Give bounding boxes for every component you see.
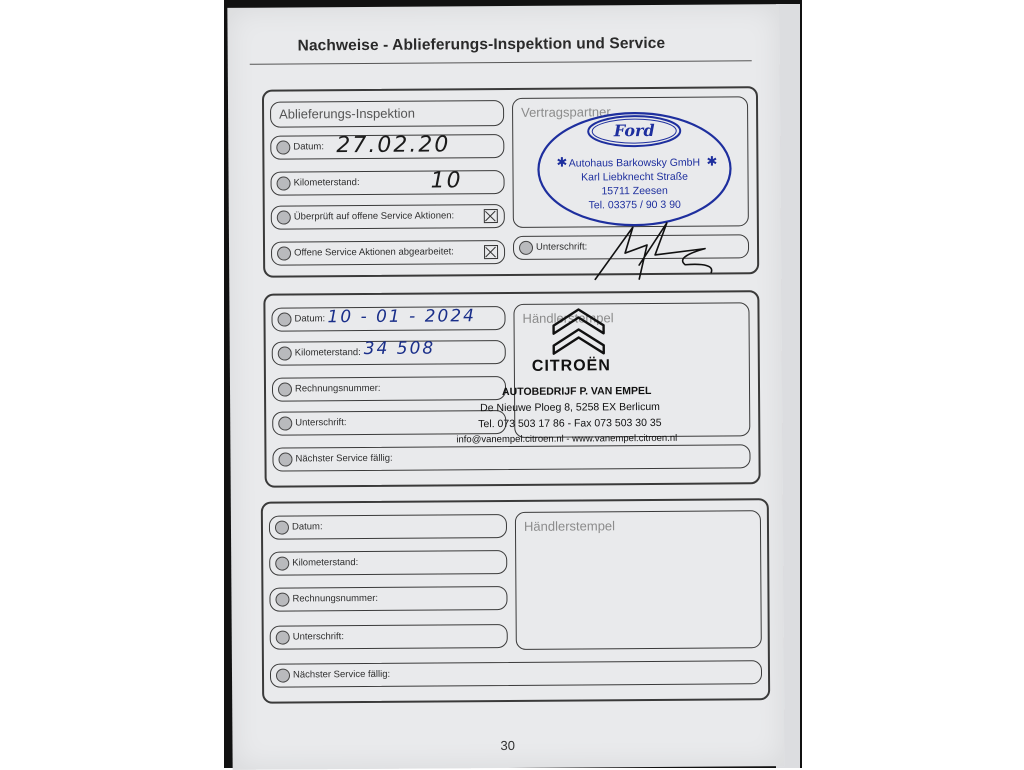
section-header-label: Ablieferungs-Inspektion — [279, 105, 415, 122]
booklet-page — [227, 4, 784, 770]
title-divider — [250, 60, 752, 65]
page-title: Nachweise - Ablieferungs-Inspektion und Service — [297, 34, 666, 55]
service-entry-1 — [263, 290, 760, 487]
radio-icon[interactable] — [278, 382, 292, 396]
stamp-line-1: AUTOBEDRIJF P. VAN EMPEL — [501, 384, 652, 399]
invoice-number-field[interactable] — [272, 376, 506, 402]
stamp-line-4: Tel. 03375 / 90 3 90 — [588, 198, 681, 212]
stamp-line-4: info@vanempel.citroen.nl - www.vanempel.citroen.nl — [456, 432, 678, 446]
date-handwritten: 10 - 01 - 2024 — [327, 306, 476, 328]
date-label: Datum: — [294, 313, 326, 325]
radio-icon[interactable] — [278, 346, 292, 360]
radio-icon[interactable] — [278, 416, 292, 430]
section-delivery-inspection — [262, 86, 759, 277]
stamp-line-3: Tel. 073 503 17 86 - Fax 073 503 30 35 — [478, 416, 662, 431]
service-actions-checked-label: Überprüft auf offene Service Aktionen: — [293, 210, 455, 223]
date-label: Datum: — [293, 141, 324, 153]
radio-icon[interactable] — [275, 593, 289, 607]
service-actions-checked-field[interactable] — [271, 204, 505, 230]
ford-logo: Ford — [613, 120, 655, 141]
invoice-number-label: Rechnungsnummer: — [292, 592, 379, 605]
service-actions-done-field[interactable] — [271, 240, 505, 266]
signature-label: Unterschrift: — [295, 417, 347, 429]
radio-icon[interactable] — [275, 557, 289, 571]
signature-label: Unterschrift: — [535, 241, 588, 253]
mileage-field[interactable] — [269, 550, 507, 576]
signature-label: Unterschrift: — [292, 631, 344, 643]
citroen-chevrons-icon — [549, 303, 607, 355]
service-entry-2 — [261, 498, 770, 704]
dealer-stamp-label: Händlerstempel — [523, 518, 616, 534]
radio-icon[interactable] — [276, 631, 290, 645]
svg-text:✱: ✱ — [556, 155, 568, 171]
stamp-line-2: Karl Liebknecht Straße — [581, 170, 688, 184]
radio-icon[interactable] — [276, 141, 290, 155]
stamp-line-3: 15711 Zeesen — [601, 184, 668, 198]
date-label: Datum: — [291, 521, 323, 533]
mileage-handwritten: 34 508 — [363, 338, 436, 359]
mileage-label: Kilometerstand: — [293, 177, 360, 189]
dealer-stamp-label: Vertragspartner — [521, 104, 611, 120]
svg-text:✱: ✱ — [706, 154, 718, 170]
next-service-label: Nächster Service fällig: — [295, 452, 393, 465]
checked-box-icon[interactable] — [484, 245, 498, 259]
citroen-brand: CITROËN — [531, 357, 611, 375]
mileage-label: Kilometerstand: — [292, 557, 359, 569]
mileage-field[interactable] — [270, 170, 504, 196]
radio-icon[interactable] — [277, 176, 291, 190]
next-service-label: Nächster Service fällig: — [292, 668, 391, 681]
stamp-line-1: Autohaus Barkowsky GmbH — [568, 156, 701, 170]
radio-icon[interactable] — [277, 312, 291, 326]
dealer-stamp-box — [515, 510, 762, 650]
radio-icon[interactable] — [276, 669, 290, 683]
next-service-field[interactable] — [272, 444, 750, 471]
page-number: 30 — [500, 737, 516, 754]
date-field[interactable] — [269, 514, 507, 540]
date-handwritten: 27.02.20 — [336, 132, 451, 159]
radio-icon[interactable] — [275, 521, 289, 535]
signature-field[interactable] — [272, 410, 506, 436]
mileage-label: Kilometerstand: — [294, 347, 361, 359]
section-header — [270, 100, 504, 128]
stamp-line-2: De Nieuwe Ploeg 8, 5258 EX Berlicum — [480, 400, 660, 415]
invoice-number-label: Rechnungsnummer: — [294, 382, 381, 395]
radio-icon[interactable] — [278, 452, 292, 466]
mileage-handwritten: 10 — [430, 168, 463, 194]
radio-icon[interactable] — [277, 210, 291, 224]
service-actions-done-label: Offene Service Aktionen abgearbeitet: — [294, 246, 454, 259]
dealer-stamp-label: Händlerstempel — [522, 310, 614, 326]
invoice-number-field[interactable] — [269, 586, 507, 612]
checked-box-icon[interactable] — [484, 209, 498, 223]
radio-icon[interactable] — [519, 241, 533, 255]
next-service-field[interactable] — [270, 660, 762, 687]
handwritten-signature — [555, 208, 746, 289]
radio-icon[interactable] — [277, 246, 291, 260]
signature-field[interactable] — [270, 624, 508, 650]
